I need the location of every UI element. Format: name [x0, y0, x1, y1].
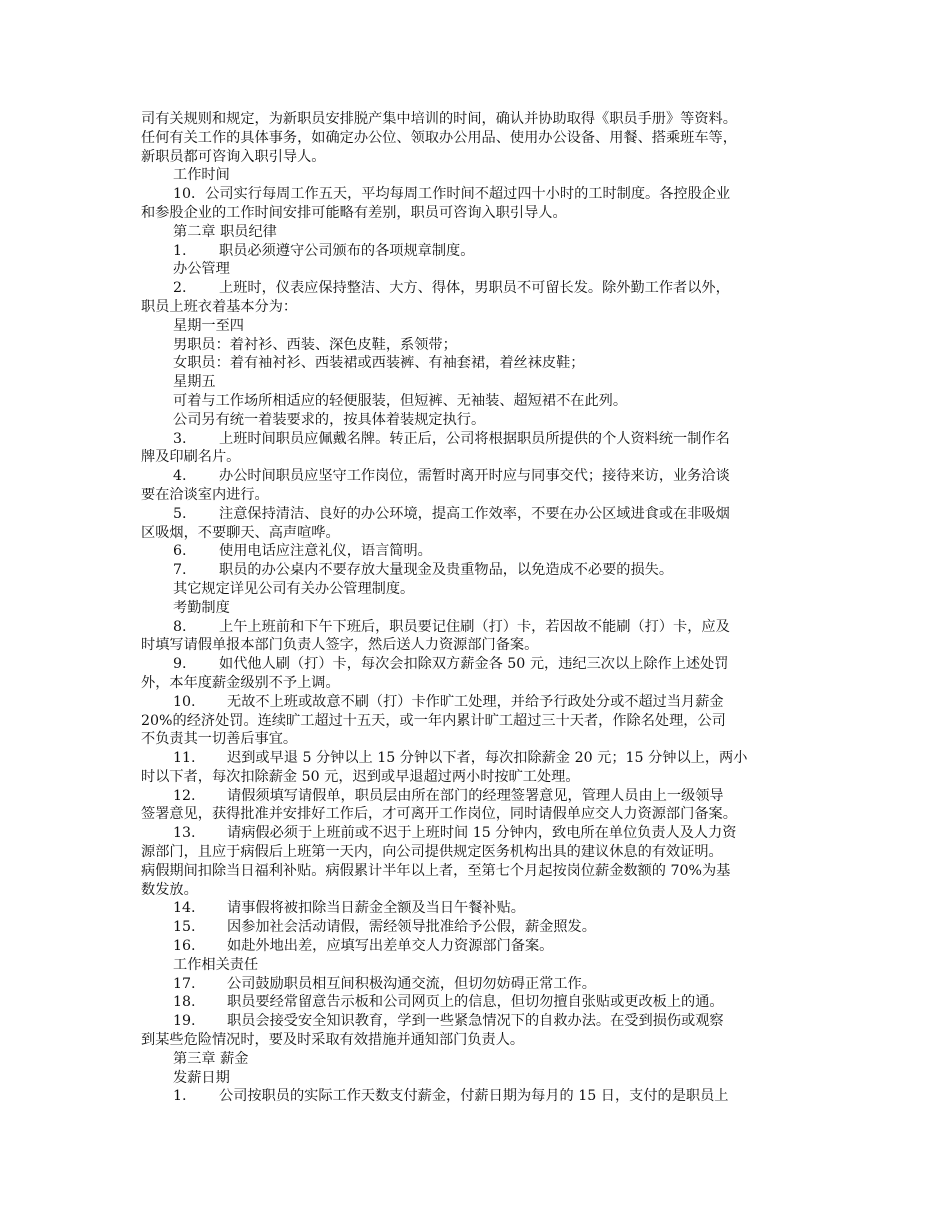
text-line [141, 674, 825, 693]
item-number: 2. [173, 280, 187, 297]
text-line [141, 599, 825, 618]
text-line [141, 636, 825, 655]
line-text: 注意保持清洁、良好的办公环境，提高工作效率，不要在办公区域进食或在非吸烟 [219, 505, 730, 522]
text-line [141, 768, 825, 787]
item-number: 18. [173, 994, 196, 1011]
line-text: 其它规定详见公司有关办公管理制度。 [173, 580, 415, 597]
line-text: 10．公司实行每周工作五天，平均每周工作时间不超过四十小时的工时制度。各控股企业 [173, 186, 731, 203]
item-number: 17. [173, 975, 196, 992]
item-number: 13. [173, 825, 196, 842]
line-text: 第三章 薪金 [173, 1050, 249, 1067]
line-text: 公司按职员的实际工作天数支付薪金，付薪日期为每月的 15 日，支付的是职员上 [219, 1088, 729, 1105]
line-text: 星期一至四 [173, 317, 244, 334]
text-line [141, 279, 825, 298]
text-line [141, 749, 825, 768]
text-line [141, 899, 825, 918]
line-text: 女职员：着有袖衬衫、西装裙或西装裤、有袖套裙，着丝袜皮鞋； [173, 355, 585, 372]
text-line [141, 655, 825, 674]
line-text: 办公时间职员应坚守工作岗位，需暂时离开时应与同事交代；接待来访，业务洽谈 [219, 468, 730, 485]
text-line [141, 166, 825, 185]
line-text: 工作相关责任 [173, 956, 259, 973]
text-line [141, 918, 825, 937]
line-text: 不负责其一切善后事宜。 [141, 731, 298, 748]
text-line [141, 730, 825, 749]
text-line [141, 1031, 825, 1050]
text-line [141, 618, 825, 637]
line-text: 时填写请假单报本部门负责人签字，然后送人力资源部门备案。 [141, 637, 539, 654]
item-number: 10. [173, 693, 196, 710]
line-text: 数发放。 [141, 881, 198, 898]
text-line [141, 937, 825, 956]
line-text: 无故不上班或故意不刷（打）卡作旷工处理，并给予行政处分或不超过当月薪金 [227, 693, 724, 710]
line-text: 公司鼓励职员相互间积极沟通交流，但切勿妨碍正常工作。 [227, 975, 596, 992]
text-line [141, 129, 825, 148]
item-number: 11. [173, 750, 196, 767]
item-number: 8. [173, 618, 187, 635]
item-number: 7. [173, 562, 187, 579]
text-line [141, 185, 825, 204]
line-text: 如代他人刷（打）卡，每次会扣除双方薪金各 50 元，违纪三次以上除作上述处罚 [219, 656, 729, 673]
text-line [141, 336, 825, 355]
line-text: 请事假将被扣除当日薪金全额及当日午餐补贴。 [227, 900, 525, 917]
text-line [141, 1012, 825, 1031]
line-text: 上班时间职员应佩戴名牌。转正后，公司将根据职员所提供的个人资料统一制作名 [219, 430, 730, 447]
line-text: 男职员：着衬衫、西装、深色皮鞋，系领带； [173, 336, 457, 353]
line-text: 迟到或早退 5 分钟以上 15 分钟以下者，每次扣除薪金 20 元；15 分钟以上，两小 [227, 750, 748, 767]
text-line [141, 524, 825, 543]
text-line [141, 824, 825, 843]
text-line [141, 430, 825, 449]
text-line [141, 260, 825, 279]
item-number: 4. [173, 468, 187, 485]
line-text: 签署意见，获得批准并安排好工作后，才可离开工作岗位，同时请假单应交人力资源部门备案。 [141, 806, 737, 823]
item-number: 15. [173, 919, 196, 936]
line-text: 到某些危险情况时，要及时采取有效措施并通知部门负责人。 [141, 1032, 525, 1049]
text-line [141, 561, 825, 580]
line-text: 职员必须遵守公司颁布的各项规章制度。 [219, 242, 475, 259]
text-line [141, 354, 825, 373]
text-line [141, 110, 825, 129]
text-line [141, 542, 825, 561]
text-line [141, 712, 825, 731]
text-line [141, 467, 825, 486]
text-line [141, 975, 825, 994]
line-text: 要在洽谈室内进行。 [141, 486, 269, 503]
line-text: 请病假必须于上班前或不迟于上班时间 15 分钟内，致电所在单位负责人及人力资 [227, 825, 737, 842]
line-text: 办公管理 [173, 261, 230, 278]
line-text: 源部门，且应于病假后上班第一天内，向公司提供规定医务机构出具的建议休息的有效证明。 [141, 844, 723, 861]
item-number: 19. [173, 1013, 196, 1030]
line-text: 和参股企业的工作时间安排可能略有差别，职员可咨询入职引导人。 [141, 204, 567, 221]
item-number: 9. [173, 656, 187, 673]
line-text: 星期五 [173, 374, 216, 391]
line-text: 职员会接受安全知识教育，学到一些紧急情况下的自救办法。在受到损伤或观察 [227, 1013, 724, 1030]
line-text: 上班时，仪表应保持整洁、大方、得体，男职员不可留长发。除外勤工作者以外， [219, 280, 730, 297]
item-number: 6. [173, 543, 187, 560]
item-number: 12. [173, 787, 196, 804]
line-text: 职员上班衣着基本分为： [141, 298, 298, 315]
text-line [141, 317, 825, 336]
line-text: 任何有关工作的具体事务，如确定办公位、领取办公用品、使用办公设备、用餐、搭乘班车等， [141, 129, 737, 146]
line-text: 上午上班前和下午下班后，职员要记住刷（打）卡，若因故不能刷（打）卡，应及 [219, 618, 730, 635]
text-line [141, 242, 825, 261]
text-line [141, 993, 825, 1012]
text-line [141, 805, 825, 824]
line-text: 时以下者，每次扣除薪金 50 元，迟到或早退超过两小时按旷工处理。 [141, 768, 580, 785]
line-text: 如赴外地出差，应填写出差单交人力资源部门备案。 [227, 938, 554, 955]
line-text: 外，本年度薪金级别不予上调。 [141, 674, 340, 691]
line-text: 可着与工作场所相适应的轻便服装，但短裤、无袖装、超短裙不在此列。 [173, 392, 628, 409]
text-line [141, 392, 825, 411]
text-line [141, 956, 825, 975]
line-text: 区吸烟，不要聊天、高声喧哗。 [141, 524, 340, 541]
text-line [141, 1087, 825, 1106]
text-line [141, 580, 825, 599]
document-body [141, 110, 825, 1106]
line-text: 第二章 职员纪律 [173, 223, 277, 240]
line-text: 病假期间扣除当日福利补贴。病假累计半年以上者，至第七个月起按岗位薪金数额的 70%为基 [141, 862, 731, 879]
text-line [141, 298, 825, 317]
item-number: 3. [173, 430, 187, 447]
line-text: 职员要经常留意告示板和公司网页上的信息，但切勿擅自张贴或更改板上的通。 [227, 994, 724, 1011]
text-line [141, 148, 825, 167]
line-text: 请假须填写请假单，职员层由所在部门的经理签署意见，管理人员由上一级领导 [227, 787, 724, 804]
text-line [141, 411, 825, 430]
line-text: 公司另有统一着装要求的，按具体着装规定执行。 [173, 411, 486, 428]
item-number: 1. [173, 242, 187, 259]
line-text: 司有关规则和规定，为新职员安排脱产集中培训的时间，确认并协助取得《职员手册》等资料。 [141, 111, 737, 127]
text-line [141, 862, 825, 881]
line-text: 因参加社会活动请假，需经领导批准给予公假，薪金照发。 [227, 919, 596, 936]
item-number: 1. [173, 1088, 187, 1105]
item-number: 16. [173, 938, 196, 955]
line-text: 考勤制度 [173, 599, 230, 616]
text-line [141, 505, 825, 524]
text-line [141, 1069, 825, 1088]
line-text: 牌及印刷名片。 [141, 449, 241, 466]
line-text: 职员的办公桌内不要存放大量现金及贵重物品，以免造成不必要的损失。 [219, 562, 674, 579]
text-line [141, 204, 825, 223]
text-line [141, 881, 825, 900]
line-text: 工作时间 [173, 167, 230, 184]
text-line [141, 1050, 825, 1069]
line-text: 发薪日期 [173, 1069, 230, 1086]
text-line [141, 693, 825, 712]
text-line [141, 843, 825, 862]
text-line [141, 373, 825, 392]
item-number: 14. [173, 900, 196, 917]
line-text: 新职员都可咨询入职引导人。 [141, 148, 326, 165]
text-line [141, 486, 825, 505]
item-number: 5. [173, 505, 187, 522]
line-text: 使用电话应注意礼仪，语言简明。 [219, 543, 432, 560]
text-line [141, 448, 825, 467]
text-line [141, 223, 825, 242]
line-text: 20%的经济处罚。连续旷工超过十五天，或一年内累计旷工超过三十天者，作除名处理，公司 [141, 712, 726, 729]
text-line [141, 787, 825, 806]
